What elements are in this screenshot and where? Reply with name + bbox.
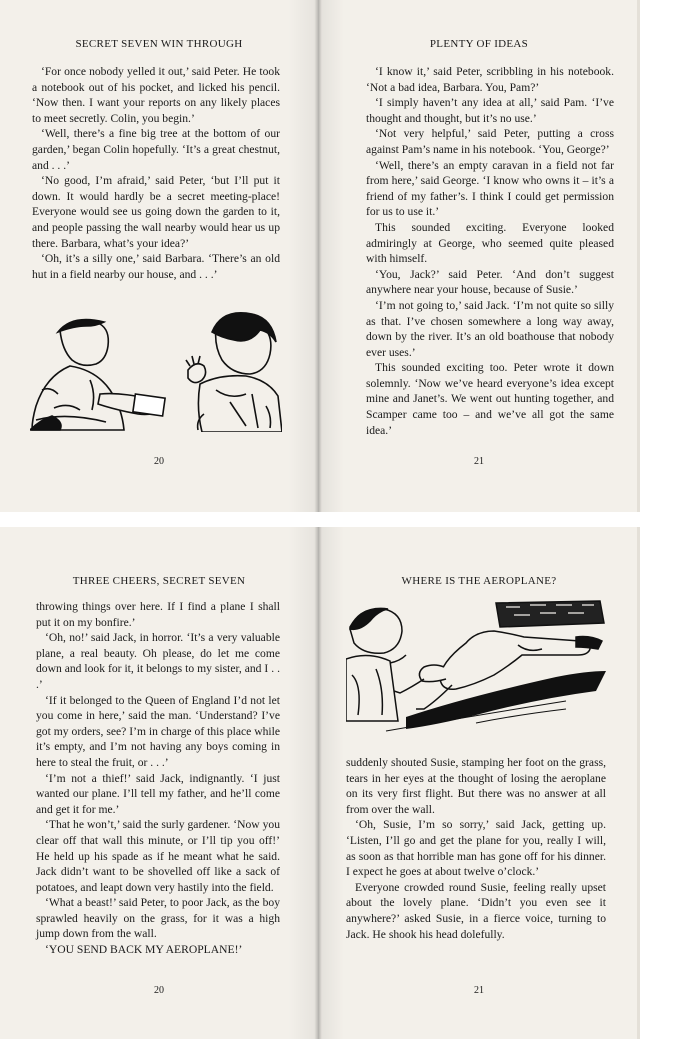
book-spread-top: [0, 0, 700, 512]
body-text: [32, 64, 280, 282]
running-header: WHERE IS THE AEROPLANE?: [401, 575, 557, 587]
paragraph: ‘Well, there’s an empty caravan in a field not far from here,’ said George. ‘I know who owns it – it’s a friend of my father’s. I think I could get permission for us to use it.’: [366, 158, 614, 219]
page-number: 21: [474, 456, 484, 467]
running-header: PLENTY OF IDEAS: [429, 38, 529, 50]
body-text: [366, 64, 614, 438]
paragraph: suddenly shouted Susie, stamping her foot on the grass, tears in her eyes at the thought of losing the aeroplane on its very first flight. But there was no answer at all from over the wall.: [346, 756, 606, 816]
paragraph: ‘For once nobody yelled it out,’ said Peter. He took a notebook out of his pocket, and licked his pencil. ‘Now then. I want your reports on any likely places to meet secretly. Colin, you begin.’: [32, 65, 280, 125]
illustration-children-talking: [30, 310, 282, 432]
paragraph: ‘Not very helpful,’ said Peter, putting a cross against Pam’s name in his notebook. ‘You, George?’: [366, 127, 614, 156]
illustration-boy-sprawled-on-grass: [346, 599, 610, 739]
running-header: SECRET SEVEN WIN THROUGH: [75, 38, 243, 50]
paragraph: ‘That he won’t,’ said the surly gardener. ‘Now you clear off that wall this minute, or I’ll tip you off!’ He held up his spade as if he meant what he said. Jack didn’t want to be shovelled off like a sack of potatoes, and leapt down very hastily into the field.: [36, 818, 280, 894]
page-edge: [637, 527, 640, 1039]
paragraph: ‘Oh, Susie, I’m so sorry,’ said Jack, getting up. ‘Listen, I’ll go and get the plane for you, really I will, as soon as that horrible man has gone off for his dinner. I expect he goes at about twelve o’clock.’: [346, 818, 606, 879]
paragraph: ‘I’m not a thief!’ said Jack, indignantly. ‘I just wanted our plane. I’ll tell my father, and he’ll come and get it for me.’: [36, 771, 280, 816]
paragraph: This sounded exciting. Everyone looked admiringly at George, who seemed quite pleased with himself.: [366, 220, 614, 266]
book-spread-bottom: [0, 527, 700, 1039]
page-20-top: [0, 0, 318, 512]
paragraph: ‘If it belonged to the Queen of England I’d not let you come in here,’ said the man. ‘Understand? I’ve got my orders, see? I’m in charge of this place while it’s empty, and I’m not having any boys coming in here to steal the fruit, or . . .’: [36, 693, 280, 769]
page-edge: [637, 0, 640, 512]
page-21-bottom: [318, 527, 640, 1039]
body-text: [346, 755, 606, 942]
page-21-top: [318, 0, 640, 512]
paragraph: ‘Oh, it’s a silly one,’ said Barbara. ‘There’s an old hut in a field nearby our house, and . . .’: [32, 252, 280, 281]
page-number: 20: [154, 456, 164, 467]
gutter-shadow: [318, 527, 344, 1039]
paragraph: ‘I’m not going to,’ said Jack. ‘I’m not quite so silly as that. I’ve chosen somewhere a long way away, down by the river. It’s an old boathouse that nobody ever uses.’: [366, 298, 614, 359]
paragraph: ‘You, Jack?’ said Peter. ‘And don’t suggest anywhere near your house, because of Susie.’: [366, 267, 614, 297]
paragraph: This sounded exciting too. Peter wrote it down solemnly. ‘Now we’ve heard everyone’s idea except mine and Janet’s. We went out hunting together, and Scamper came too – and we’ve all got the same idea.’: [366, 361, 614, 437]
paragraph: ‘I know it,’ said Peter, scribbling in his notebook. ‘Not a bad idea, Barbara. You, Pam?’: [366, 65, 614, 94]
page-20-bottom: [0, 527, 318, 1039]
paragraph: ‘I simply haven’t any idea at all,’ said Pam. ‘I’ve thought and thought, but it’s no use.’: [366, 96, 614, 125]
running-header: THREE CHEERS, SECRET SEVEN: [72, 575, 246, 587]
gutter-shadow: [288, 527, 318, 1039]
body-text: [36, 599, 280, 958]
paragraph: Everyone crowded round Susie, feeling really upset about the lovely plane. ‘Didn’t you even see it anywhere?’ asked Susie, in a fierce voice, turning to Jack. He shook his head dolefully.: [346, 880, 606, 941]
paragraph: ‘Oh, no!’ said Jack, in horror. ‘It’s a very valuable plane, a real beauty. Oh please, do let me come down and look for it, it belongs to my sister, and I . . .’: [36, 631, 280, 691]
page-number: 21: [474, 985, 484, 996]
gutter-shadow: [318, 0, 344, 512]
paragraph: ‘YOU SEND BACK MY AEROPLANE!’: [45, 943, 243, 957]
paragraph: ‘No good, I’m afraid,’ said Peter, ‘but I’ll put it down. It would hardly be a secret meeting-place! Everyone would see us going down the garden to it, and people passing the wall nearby would hear us up there. Barbara, what’s your idea?’: [32, 174, 280, 250]
gutter-shadow: [288, 0, 318, 512]
paragraph: throwing things over here. If I find a plane I shall put it on my bonfire.’: [36, 600, 280, 629]
paragraph: ‘What a beast!’ said Peter, to poor Jack, as the boy sprawled heavily on the grass, for it was a high jump down from the wall.: [36, 896, 280, 941]
page-number: 20: [154, 985, 164, 996]
paragraph: ‘Well, there’s a fine big tree at the bottom of our garden,’ began Colin hopefully. ‘It’s a great chestnut, and . . .’: [32, 127, 280, 172]
